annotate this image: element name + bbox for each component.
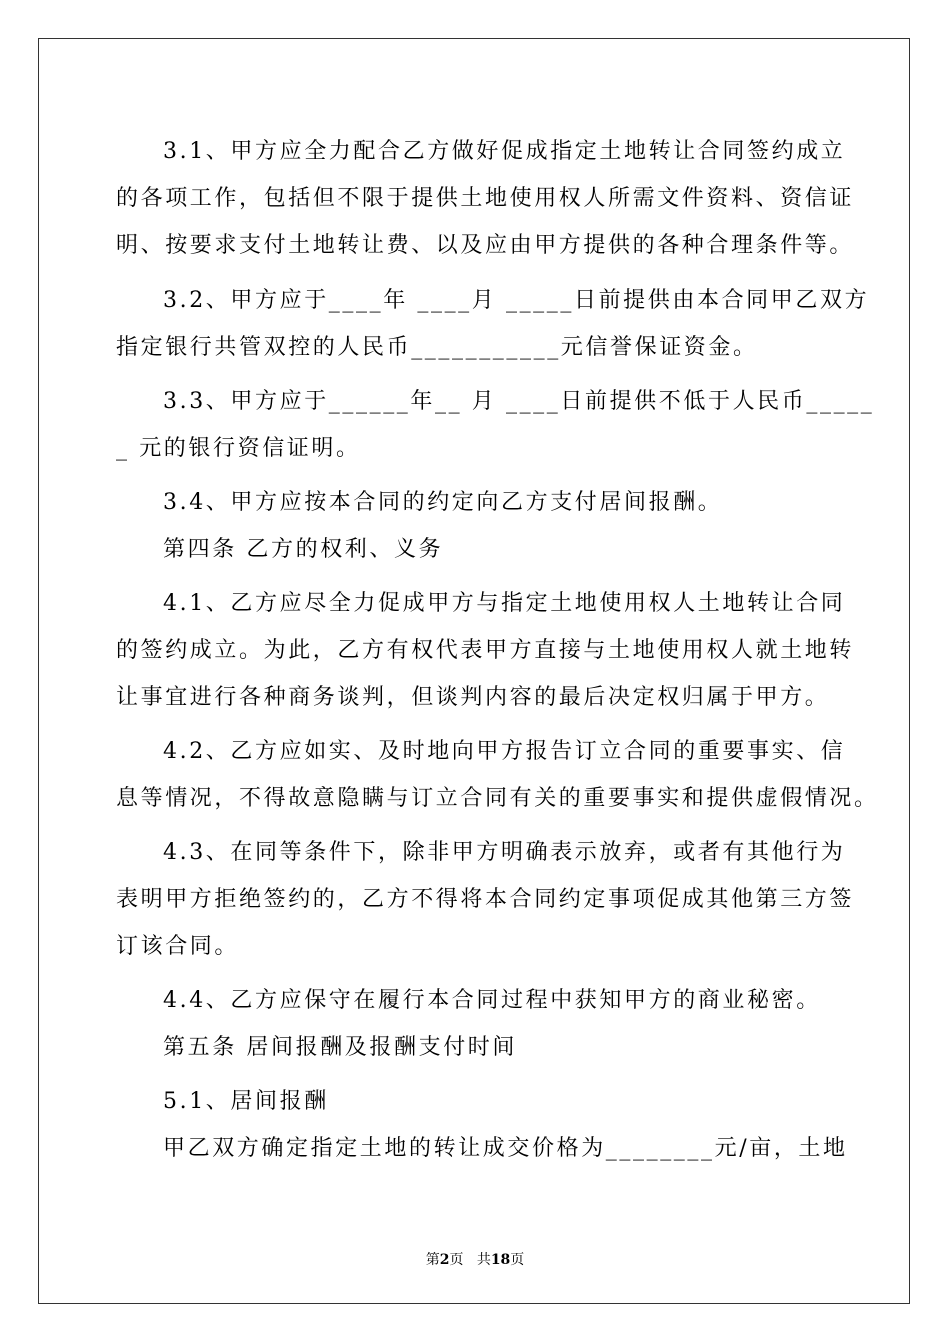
footer-total-prefix: 共 [476, 1252, 491, 1268]
footer-total-unit: 页 [510, 1252, 525, 1268]
section-heading: 第四条 乙方的权利、义务 [163, 537, 444, 562]
text-line: _ 元的银行资信证明。 [116, 436, 361, 461]
section-heading: 第五条 居间报酬及报酬支付时间 [163, 1035, 517, 1060]
page-footer [0, 1251, 950, 1269]
text-line: 息等情况，不得故意隐瞒与订立合同有关的重要事实和提供虚假情况。 [116, 786, 879, 811]
text-line: 4.2、乙方应如实、及时地向甲方报告订立合同的重要事实、信 [163, 739, 846, 764]
text-line: 让事宜进行各种商务谈判，但谈判内容的最后决定权归属于甲方。 [116, 685, 830, 710]
text-line: 3.3、甲方应于______年__ 月 ____日前提供不低于人民币_____ [163, 389, 875, 414]
text-line: 明、按要求支付土地转让费、以及应由甲方提供的各种合理条件等。 [116, 233, 855, 258]
text-line: 的签约成立。为此，乙方有权代表甲方直接与土地使用权人就土地转 [116, 638, 855, 663]
page-number: 2 [439, 1252, 450, 1268]
text-line: 3.4、甲方应按本合同的约定向乙方支付居间报酬。 [163, 490, 723, 515]
footer-page-unit: 页 [449, 1252, 464, 1268]
text-line: 指定银行共管双控的人民币___________元信誉保证资金。 [116, 335, 758, 360]
text-line: 4.4、乙方应保守在履行本合同过程中获知甲方的商业秘密。 [163, 988, 821, 1013]
text-line: 3.2、甲方应于____年 ____月 _____日前提供由本合同甲乙双方 [163, 288, 870, 313]
total-pages: 18 [490, 1252, 511, 1268]
text-line: 订该合同。 [116, 934, 240, 959]
text-line: 甲乙双方确定指定土地的转让成交价格为________元/亩，土地 [163, 1136, 848, 1161]
text-line: 5.1、居间报酬 [163, 1089, 329, 1114]
text-line: 4.3、在同等条件下，除非甲方明确表示放弃，或者有其他行为 [163, 840, 846, 865]
text-line: 3.1、甲方应全力配合乙方做好促成指定土地转让合同签约成立 [163, 139, 846, 164]
footer-prefix: 第 [425, 1252, 440, 1268]
text-line: 4.1、乙方应尽全力促成甲方与指定土地使用权人土地转让合同 [163, 591, 846, 616]
text-line: 的各项工作，包括但不限于提供土地使用权人所需文件资料、资信证 [116, 186, 855, 211]
text-line: 表明甲方拒绝签约的，乙方不得将本合同约定事项促成其他第三方签 [116, 887, 855, 912]
